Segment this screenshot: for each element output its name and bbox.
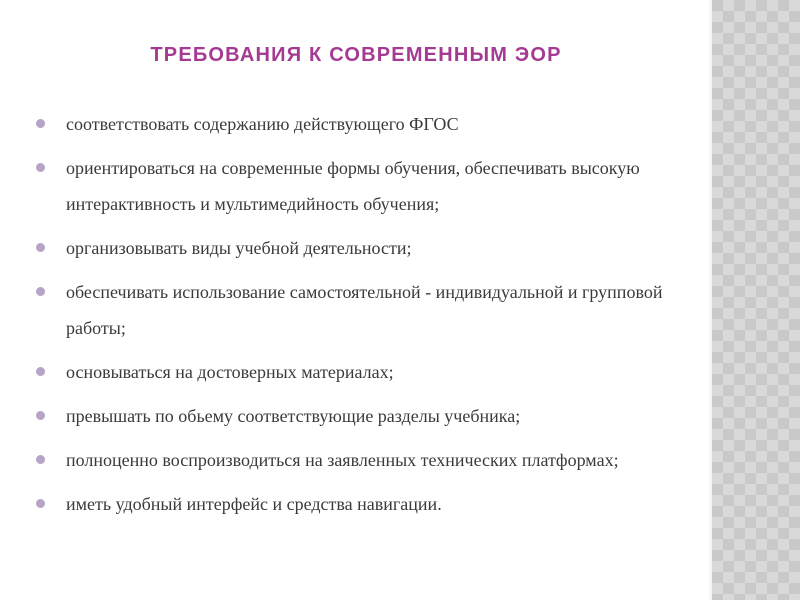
bullet-dot-icon — [36, 243, 45, 252]
bullet-item — [36, 106, 706, 142]
bullet-dot-icon — [36, 367, 45, 376]
bullet-item — [36, 398, 706, 434]
bullet-text: иметь удобный интерфейс и средства навигации. — [66, 494, 442, 514]
bullet-item — [36, 354, 706, 390]
bullet-item — [36, 230, 706, 266]
bullet-dot-icon — [36, 287, 45, 296]
bullet-text: организовывать виды учебной деятельности; — [66, 238, 412, 258]
bullet-dot-icon — [36, 455, 45, 464]
bullet-text: превышать по обьему соответствующие разделы учебника; — [66, 406, 521, 426]
bullet-item — [36, 274, 706, 346]
bullet-text: соответствовать содержанию действующего ФГОС — [66, 114, 459, 134]
bullet-text: полноценно воспроизводиться на заявленных технических платформах; — [66, 450, 619, 470]
decorative-side-panel — [712, 0, 800, 600]
bullet-item — [36, 150, 706, 222]
bullet-item — [36, 486, 706, 522]
bullet-text: ориентироваться на современные формы обучения, обеспечивать высокую интерактивность и мультимедийность обучения; — [66, 158, 640, 214]
bullet-text: обеспечивать использование самостоятельной - индивидуальной и групповой работы; — [66, 282, 663, 338]
slide-title: ТРЕБОВАНИЯ К СОВРЕМЕННЫМ ЭОР — [150, 44, 562, 66]
bullet-item — [36, 442, 706, 478]
bullet-dot-icon — [36, 163, 45, 172]
bullet-dot-icon — [36, 411, 45, 420]
bullet-text: основываться на достоверных материалах; — [66, 362, 394, 382]
bullet-dot-icon — [36, 499, 45, 508]
bullet-list — [36, 106, 706, 530]
bullet-dot-icon — [36, 119, 45, 128]
